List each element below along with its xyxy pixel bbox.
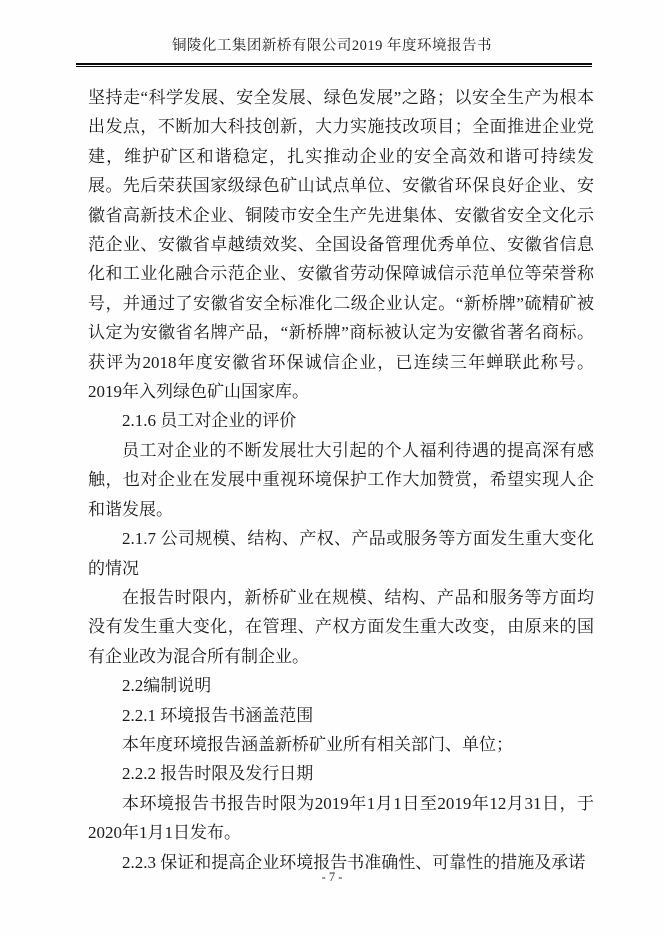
heading-2-2-3: 2.2.3 保证和提高企业环境报告书准确性、可靠性的措施及承诺 bbox=[122, 852, 586, 872]
heading-2-1-6: 2.1.6 员工对企业的评价 bbox=[122, 411, 297, 431]
heading-2-2-2: 2.2.2 报告时限及发行日期 bbox=[122, 764, 314, 784]
page-header bbox=[0, 0, 664, 55]
header-divider-rule bbox=[76, 63, 592, 67]
paragraph-honors-continuation: 坚持走“科学发展、安全发展、绿色发展”之路；以安全生产为根本出发点，不断加大科技创新，大力实施技改项目；全面推进企业党建，维护矿区和谐稳定，扎实推动企业的安全高效和谐可持续发展。先后荣获国家级绿色矿山试点单位、安徽省环保良好企业、安徽省高新技术企业、铜陵市安全生产先进集体、安徽省安全文化示范企业、安徽省卓越绩效奖、全国设备管理优秀单位、安徽省信息化和工业化融合示范企业、安徽省劳动保障诚信示范单位等荣誉称号，并通过了安徽省安全标准化二级企业认定。“新桥牌”硫精矿被认定为安徽省名牌产品，“新桥牌”商标被认定为安徽省著名商标。获评为2018年度安徽省环保诚信企业，已连续三年蝉联此称号。2019年入列绿色矿山国家库。 bbox=[88, 88, 594, 402]
paragraph-major-changes: 在报告时限内，新桥矿业在规模、结构、产品和服务等方面均没有发生重大变化，在管理、产权方面发生重大改变，由原来的国有企业改为混合所有制企业。 bbox=[88, 587, 594, 666]
report-header-title: 铜陵化工集团新桥有限公司2019 年度环境报告书 bbox=[171, 38, 493, 54]
paragraph-report-scope: 本年度环境报告涵盖新桥矿业所有相关部门、单位； bbox=[122, 734, 513, 754]
page-number: - 7 - bbox=[321, 870, 343, 884]
page-footer bbox=[0, 870, 664, 885]
heading-2-2-1: 2.2.1 环境报告书涵盖范围 bbox=[122, 705, 314, 725]
heading-2-2: 2.2编制说明 bbox=[122, 676, 212, 696]
paragraph-employee-evaluation: 员工对企业的不断发展壮大引起的个人福利待遇的提高深有感触，也对企业在发展中重视环境保护工作大加赞赏，希望实现人企和谐发展。 bbox=[88, 440, 594, 519]
heading-2-1-7: 2.1.7 公司规模、结构、产权、产品或服务等方面发生重大变化的情况 bbox=[88, 529, 594, 578]
paragraph-report-period: 本环境报告书报告时限为2019年1月1日至2019年12月31日，于2020年1月1日发布。 bbox=[88, 793, 594, 843]
body bbox=[88, 83, 594, 877]
